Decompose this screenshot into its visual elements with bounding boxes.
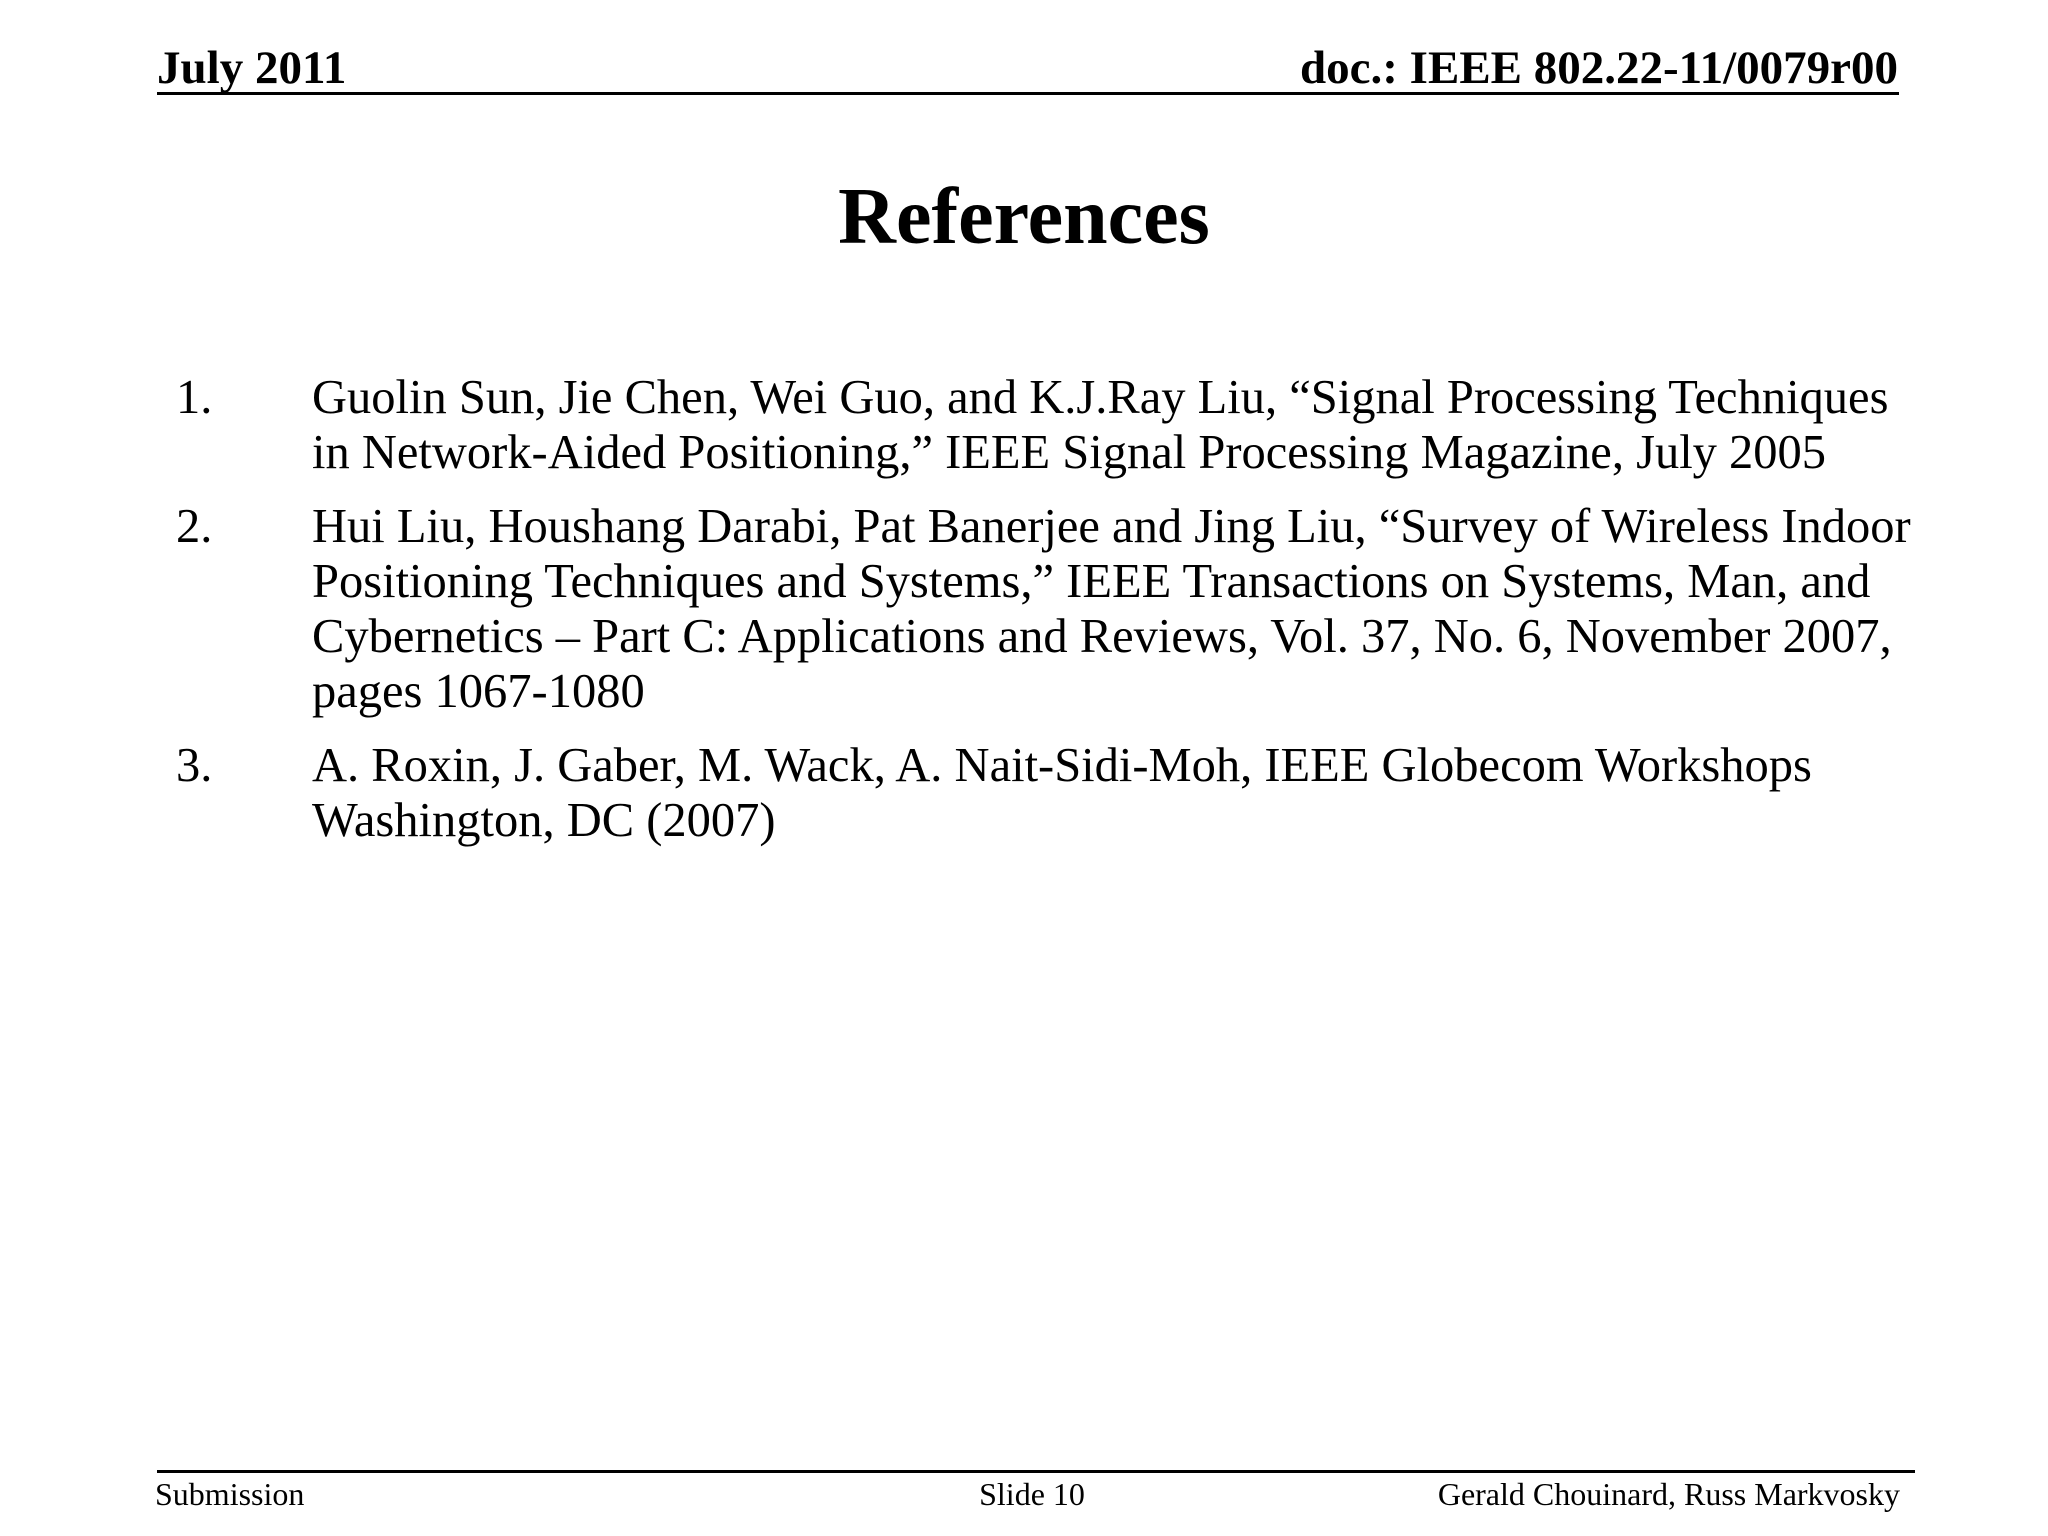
header-date: July 2011 bbox=[157, 42, 347, 94]
reference-item-3 bbox=[176, 738, 1936, 848]
reference-number: 2. bbox=[176, 500, 213, 553]
footer-submission: Submission bbox=[155, 1476, 305, 1512]
reference-number: 1. bbox=[176, 371, 213, 424]
reference-item-2 bbox=[176, 499, 1936, 719]
slide-title: References bbox=[838, 173, 1210, 261]
reference-text: Guolin Sun, Jie Chen, Wei Guo, and K.J.Ray Liu, “Signal Processing Techniques in Network-Aided Positioning,” IEEE Signal Processing Magazine, July 2005 bbox=[312, 371, 1889, 479]
reference-list bbox=[176, 370, 1936, 867]
reference-text: Hui Liu, Houshang Darabi, Pat Banerjee and Jing Liu, “Survey of Wireless Indoor Positioning Techniques and Systems,” IEEE Transactions on Systems, Man, and Cybernetics – Part C: Applications and Reviews, Vol. 37, No. 6, November 2007, pages 1067-1080 bbox=[312, 500, 1911, 718]
reference-item-1 bbox=[176, 370, 1936, 480]
header-doc-id: doc.: IEEE 802.22-11/0079r00 bbox=[1300, 42, 1898, 94]
footer-authors: Gerald Chouinard, Russ Markvosky bbox=[1437, 1476, 1900, 1512]
reference-number: 3. bbox=[176, 739, 213, 792]
footer-rule bbox=[157, 1470, 1915, 1473]
reference-text: A. Roxin, J. Gaber, M. Wack, A. Nait-Sidi-Moh, IEEE Globecom Workshops Washington, DC (2007) bbox=[312, 739, 1812, 847]
header-rule bbox=[157, 92, 1899, 95]
footer-slide-number: Slide 10 bbox=[979, 1476, 1085, 1512]
